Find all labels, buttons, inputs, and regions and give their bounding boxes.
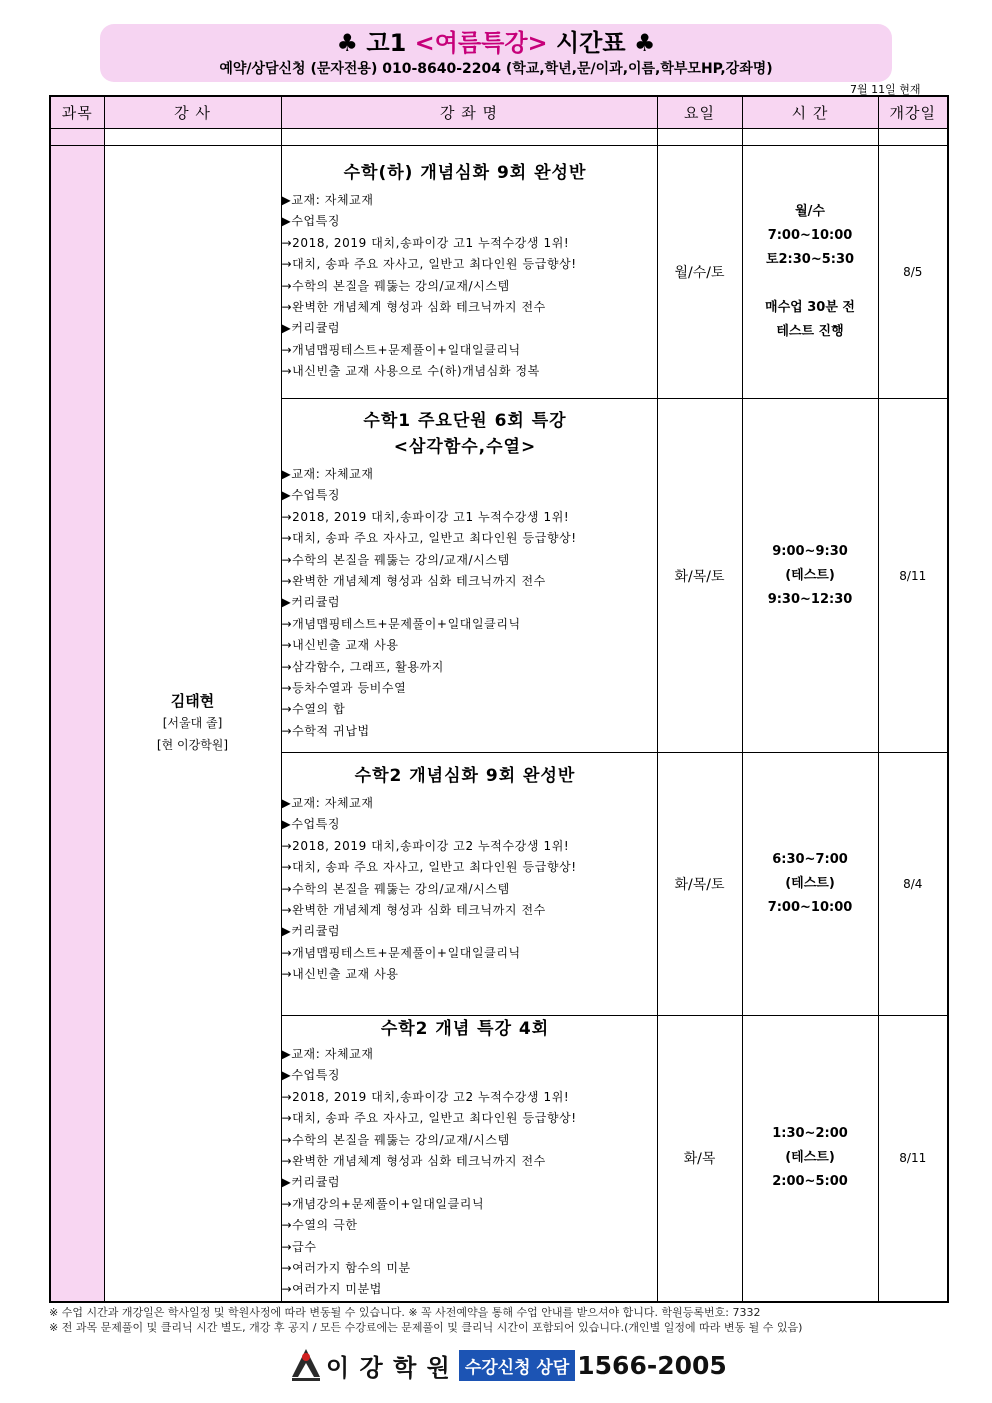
course-line: ▶커리큘럼 <box>281 595 341 610</box>
col-teacher: 강 사 <box>104 96 281 129</box>
footnotes <box>49 1305 949 1335</box>
footnote-line: ※ 전 과목 문제풀이 및 클리닉 시간 별도, 개강 후 공지 / 모든 수강료에는 문제풀이 및 클리닉 시간이 포함되어 있습니다.(개인별 일정에 따라 변동 될 수 있음) <box>49 1321 803 1334</box>
course-times <box>742 146 878 399</box>
course-days: 월/수/토 <box>657 146 742 399</box>
course-line: →2018, 2019 대치,송파이강 고2 누적수강생 1위! <box>281 1089 570 1104</box>
course-line: ▶교재: 자체교재 <box>281 796 374 810</box>
course-line: →등차수열과 등비수열 <box>281 681 407 696</box>
footnote-line: ※ 수업 시간과 개강일은 학사일정 및 학원사정에 따라 변동될 수 있습니다. ※ 꼭 사전예약을 통해 수업 안내를 받으셔야 합니다. 학원등록번호: 7332 <box>49 1306 761 1319</box>
course-start-date: 8/11 <box>878 1016 948 1302</box>
course-days: 화/목/토 <box>657 399 742 753</box>
course-line: →수열의 합 <box>281 702 346 717</box>
course-line: →대치, 송파 주요 자사고, 일반고 최다인원 등급향상! <box>281 257 577 272</box>
course-line: →수열의 극한 <box>281 1218 358 1233</box>
course-title: 수학2 개념 특강 4회 <box>380 1019 550 1039</box>
course-days: 화/목/토 <box>657 753 742 1016</box>
col-time: 시 간 <box>742 96 878 129</box>
page-title <box>100 24 892 60</box>
course-line: →완벽한 개념체계 형성과 심화 테크닉까지 전수 <box>281 1154 546 1169</box>
time-line: 9:00~9:30 <box>772 543 848 559</box>
course-times <box>742 399 878 753</box>
subject-cell <box>50 146 104 1302</box>
course-cell <box>281 399 657 753</box>
course-line: →내신빈출 교재 사용 <box>281 967 399 982</box>
as-of-date: 7월 11일 현재 <box>850 83 921 96</box>
course-cell <box>281 753 657 1016</box>
course-line: →내신빈출 교재 사용으로 수(하)개념심화 정복 <box>281 364 540 379</box>
course-line: ▶교재: 자체교재 <box>281 193 374 207</box>
course-line: →여러가지 함수의 미분 <box>281 1261 411 1276</box>
time-line: 테스트 진행 <box>776 324 844 339</box>
time-line: (테스트) <box>785 567 835 583</box>
course-title: 수학1 주요단원 6회 특강 <box>363 411 567 431</box>
time-line: 매수업 30분 전 <box>765 300 855 315</box>
title-main: <여름특강> <box>414 29 548 57</box>
course-subtitle: <삼각함수,수열> <box>393 437 537 457</box>
col-course: 강 좌 명 <box>281 96 657 129</box>
time-line: (테스트) <box>785 1150 835 1166</box>
time-line: 7:00~10:00 <box>767 900 853 915</box>
course-start-date: 8/11 <box>878 399 948 753</box>
course-line: →완벽한 개념체계 형성과 심화 테크닉까지 전수 <box>281 903 546 918</box>
col-start: 개강일 <box>878 96 948 129</box>
course-line: →수학의 본질을 꿰뚫는 강의/교재/시스템 <box>281 881 510 896</box>
col-subject: 과목 <box>50 96 104 129</box>
time-line: (테스트) <box>785 876 835 891</box>
course-line: ▶교재: 자체교재 <box>281 467 374 481</box>
time-line: 월/수 <box>795 204 825 219</box>
title-suffix: 시간표 <box>556 29 626 57</box>
teacher-education: [서울대 졸] <box>162 716 223 731</box>
course-line: →수학의 본질을 꿰뚫는 강의/교재/시스템 <box>281 552 510 567</box>
academy-name: 이 강 학 원 <box>326 1353 451 1382</box>
course-line: →여러가지 미분법 <box>281 1282 382 1297</box>
course-start-date: 8/4 <box>878 753 948 1016</box>
enroll-consult-label: 수강신청 상담 <box>459 1350 575 1381</box>
course-line: →완벽한 개념체계 형성과 심화 테크닉까지 전수 <box>281 300 546 315</box>
time-line: 6:30~7:00 <box>772 852 848 867</box>
course-line: →개념맵핑테스트+문제풀이+일대일클리닉 <box>281 616 521 631</box>
title-prefix: 고1 <box>366 29 407 57</box>
footer-brand <box>290 1345 727 1385</box>
course-line: →수학적 귀납법 <box>281 723 370 738</box>
course-start-date: 8/5 <box>878 146 948 399</box>
course-line: ▶커리큘럼 <box>281 924 341 939</box>
course-line: →대치, 송파 주요 자사고, 일반고 최다인원 등급향상! <box>281 860 577 875</box>
course-line: ▶수업특징 <box>281 214 341 229</box>
course-line: →개념맵핑테스트+문제풀이+일대일클리닉 <box>281 342 521 357</box>
course-line: →개념강의+문제풀이+일대일클리닉 <box>281 1196 485 1211</box>
title-banner <box>100 24 892 82</box>
course-days: 화/목 <box>657 1016 742 1302</box>
course-times <box>742 1016 878 1302</box>
time-line: 7:00~10:00 <box>767 228 853 243</box>
course-title: 수학2 개념심화 9회 완성반 <box>354 766 576 786</box>
phone-number: 1566-2005 <box>577 1350 727 1380</box>
course-line: ▶커리큘럼 <box>281 1175 341 1190</box>
course-line: ▶수업특징 <box>281 817 341 832</box>
course-line: →대치, 송파 주요 자사고, 일반고 최다인원 등급향상! <box>281 1111 577 1126</box>
course-line: →내신빈출 교재 사용 <box>281 638 399 653</box>
course-line: ▶수업특징 <box>281 1068 341 1083</box>
time-line: 2:00~5:00 <box>772 1174 848 1190</box>
club-icon-left: ♣ <box>336 29 359 57</box>
course-line: →수학의 본질을 꿰뚫는 강의/교재/시스템 <box>281 1132 510 1147</box>
time-line: 1:30~2:00 <box>772 1126 848 1142</box>
course-line: ▶수업특징 <box>281 488 341 503</box>
course-times <box>742 753 878 1016</box>
time-line: 토2:30~5:30 <box>765 252 855 267</box>
course-cell <box>281 146 657 399</box>
teacher-cell <box>104 146 281 1302</box>
timetable <box>49 95 949 1303</box>
teacher-affiliation: [현 이강학원] <box>156 738 229 753</box>
course-line: →삼각함수, 그래프, 활용까지 <box>281 659 444 674</box>
time-line: 9:30~12:30 <box>767 591 853 607</box>
course-line: ▶커리큘럼 <box>281 321 341 336</box>
course-line: →완벽한 개념체계 형성과 심화 테크닉까지 전수 <box>281 574 546 589</box>
table-row <box>50 146 948 399</box>
course-title: 수학(하) 개념심화 9회 완성반 <box>343 163 587 183</box>
contact-line: 예약/상담신청 (문자전용) 010-8640-2204 (학교,학년,문/이과,이름,학부모HP,강좌명) <box>219 61 773 77</box>
spacer-row <box>50 129 948 146</box>
course-line: →수학의 본질을 꿰뚫는 강의/교재/시스템 <box>281 278 510 293</box>
course-line: →급수 <box>281 1239 317 1254</box>
course-line: →2018, 2019 대치,송파이강 고1 누적수강생 1위! <box>281 235 570 250</box>
table-header-row <box>50 96 948 129</box>
course-line: →2018, 2019 대치,송파이강 고1 누적수강생 1위! <box>281 509 570 524</box>
course-line: →2018, 2019 대치,송파이강 고2 누적수강생 1위! <box>281 838 570 853</box>
course-cell <box>281 1016 657 1302</box>
course-line: →대치, 송파 주요 자사고, 일반고 최다인원 등급향상! <box>281 531 577 546</box>
col-days: 요일 <box>657 96 742 129</box>
teacher-name: 김태현 <box>170 692 215 711</box>
club-icon-right: ♣ <box>633 29 656 57</box>
course-line: →개념맵핑테스트+문제풀이+일대일클리닉 <box>281 945 521 960</box>
course-line: ▶교재: 자체교재 <box>281 1047 374 1061</box>
time-line <box>743 272 878 296</box>
academy-logo-icon <box>290 1347 322 1383</box>
